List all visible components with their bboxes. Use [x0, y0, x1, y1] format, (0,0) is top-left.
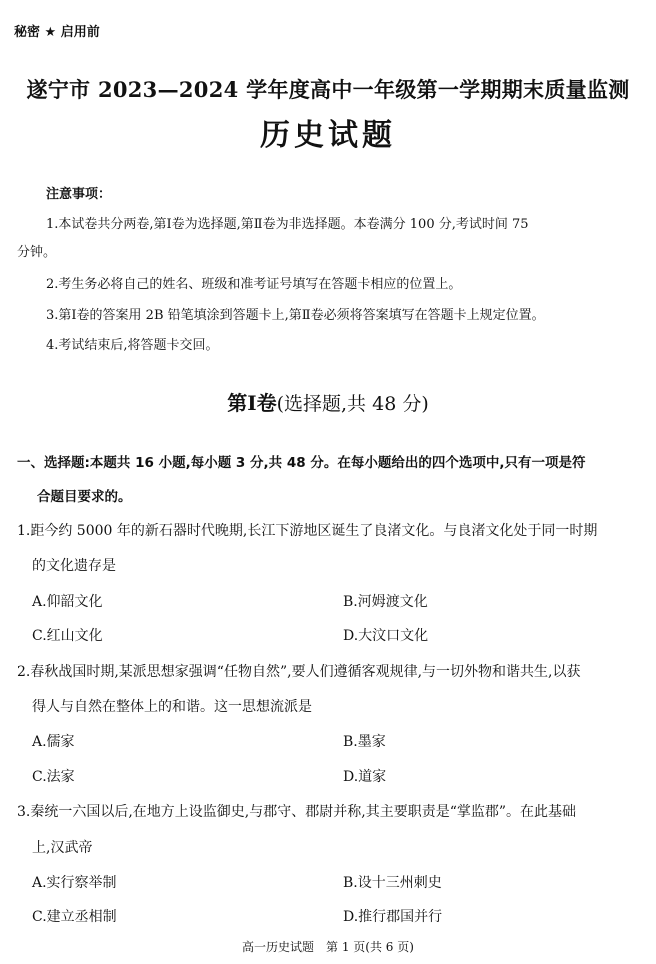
notice-item: 分钟。	[17, 245, 57, 260]
notice-item: 2.考生务必将自己的姓名、班级和准考证号填写在答题卡相应的位置上。	[46, 277, 462, 292]
question-option: D.推行郡国并行	[343, 909, 443, 925]
notice-item: 4.考试结束后,将答题卡交回。	[46, 338, 219, 353]
section-part-desc: (选择题,共 48 分)	[276, 393, 429, 415]
section-part-label: 第Ⅰ卷	[227, 391, 277, 415]
exam-title: 遂宁市 2023—2024 学年度高中一年级第一学期期末质量监测	[26, 77, 630, 102]
question-option: C.法家	[32, 769, 75, 785]
confidential-label: 秘密 ★ 启用前	[14, 25, 100, 40]
question-option: B.河姆渡文化	[343, 594, 428, 610]
subject-title: 历史试题	[260, 118, 396, 153]
notice-item: 1.本试卷共分两卷,第Ⅰ卷为选择题,第Ⅱ卷为非选择题。本卷满分 100 分,考试时间 75	[46, 217, 529, 232]
question-stem: 3.秦统一六国以后,在地方上设监御史,与郡守、郡尉并称,其主要职责是“掌监郡”。在此基础	[17, 804, 577, 820]
question-option: B.设十三州刺史	[343, 875, 442, 891]
section-instruction: 一、选择题:本题共 16 小题,每小题 3 分,共 48 分。在每小题给出的四个选项中,只有一项是符	[17, 455, 586, 471]
question-stem: 得人与自然在整体上的和谐。这一思想流派是	[32, 699, 312, 715]
question-option: D.大汶口文化	[343, 628, 429, 644]
question-option: A.仰韶文化	[32, 594, 103, 610]
question-option: A.实行察举制	[32, 875, 117, 891]
question-option: D.道家	[343, 769, 387, 785]
question-stem: 1.距今约 5000 年的新石器时代晚期,长江下游地区诞生了良渚文化。与良渚文化处于同一时期	[17, 523, 598, 539]
page-footer: 高一历史试题 第 1 页(共 6 页)	[242, 940, 414, 954]
question-stem: 上,汉武帝	[32, 840, 93, 856]
section-heading	[0, 387, 656, 416]
section-instruction: 合题目要求的。	[37, 489, 132, 505]
question-stem: 2.春秋战国时期,某派思想家强调“任物自然”,要人们遵循客观规律,与一切外物和谐共生,以获	[17, 664, 581, 680]
question-option: C.建立丞相制	[32, 909, 117, 925]
question-stem: 的文化遗存是	[32, 558, 116, 574]
question-option: B.墨家	[343, 734, 386, 750]
notice-heading: 注意事项：	[46, 187, 112, 202]
question-option: C.红山文化	[32, 628, 103, 644]
question-option: A.儒家	[32, 734, 75, 750]
notice-item: 3.第Ⅰ卷的答案用 2B 铅笔填涂到答题卡上,第Ⅱ卷必须将答案填写在答题卡上规定位置。	[46, 308, 545, 323]
